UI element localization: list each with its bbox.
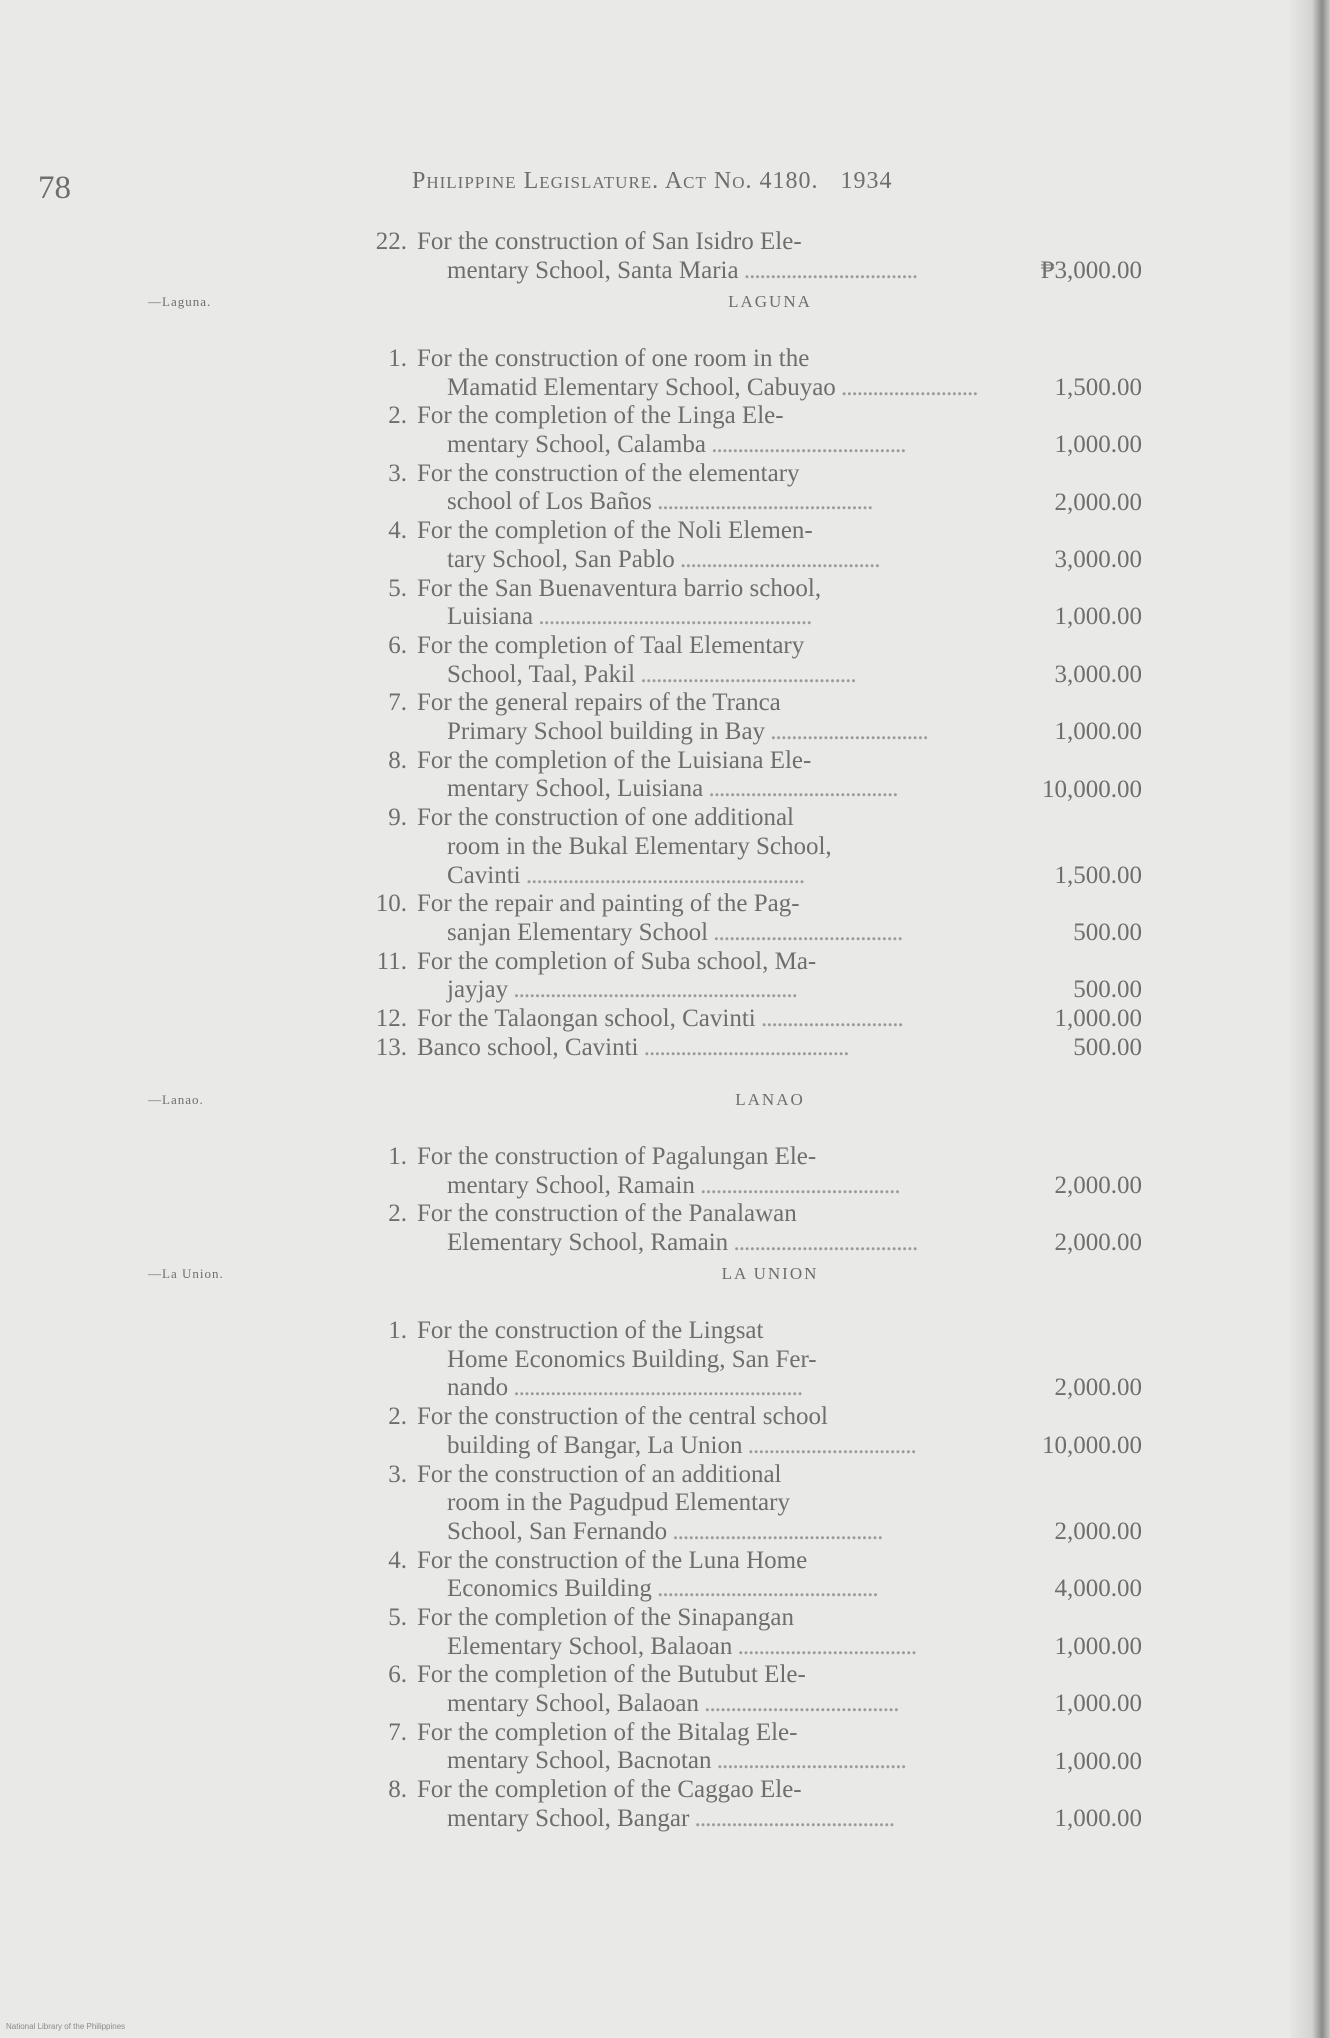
item-text-line: Luisiana .................................................... [447,603,812,631]
item-text-line: For the completion of Suba school, Ma- [417,947,817,975]
item-number: 4. [388,1546,407,1574]
item-number: 2. [388,1200,407,1228]
item-text-line: Banco school, Cavinti ....................................... [417,1033,849,1061]
item-text-line: Elementary School, Balaoan .................................. [447,1632,917,1660]
dot-leader: ................................... [728,1229,918,1257]
item-text-line: For the completion of Taal Elementary [417,632,805,659]
item-text-line: room in the Bukal Elementary School, [447,832,832,860]
item-text-line: For the construction of the central school [417,1403,828,1431]
item-text-line: For the general repairs of the Tranca [417,689,781,717]
dot-leader: ....................................... [638,1033,849,1061]
item-amount: 1,000.00 [1054,1005,1142,1033]
entry-item [355,517,955,574]
item-amount: 1,000.00 [1054,431,1142,459]
item-amount: 4,000.00 [1054,1575,1142,1603]
dot-leader: .................................... [711,1747,906,1775]
margin-note: —Lanao. [148,1092,204,1107]
item-number: 1. [388,1143,407,1170]
item-number: 5. [388,574,407,602]
item-text-line: room in the Pagudpud Elementary [447,1489,790,1517]
item-text-line: For the construction of the Panalawan [417,1200,797,1228]
item-number: 1. [388,345,407,372]
item-amount: 1,000.00 [1054,1804,1142,1832]
item-text-line: For the completion of the Caggao Ele- [417,1776,802,1804]
item-text-line: For the construction of one room in the [417,345,810,372]
entry-item [355,1317,955,1403]
dot-leader: ...................................... [694,1171,900,1199]
entry-item [355,1034,955,1063]
item-text-line: For the repair and painting of the Pag- [417,890,800,918]
entry-item [355,1776,955,1833]
item-text-line: For the completion of the Bitalag Ele- [417,1718,798,1746]
item-number: 22. [375,228,407,255]
entry-item [355,345,978,402]
item-text-line: tary School, San Pablo ...................................... [447,545,880,573]
section-heading: LANAO [735,1090,805,1109]
item-text-line: Home Economics Building, San Fer- [447,1345,817,1373]
item-text-line: School, Taal, Pakil ......................................... [447,660,856,688]
item-text-line: For the completion of the Butubut Ele- [417,1661,806,1689]
item-amount: 1,000.00 [1054,603,1142,631]
entry-item [355,1461,955,1547]
margin-note: —La Union. [148,1266,224,1281]
dot-leader: ........................................ [667,1517,883,1545]
item-amount: 1,500.00 [1054,373,1142,401]
item-text-line: Primary School building in Bay .............................. [447,718,928,746]
dot-leader: ..................................... [705,431,906,459]
item-text-line: For the construction of Pagalungan Ele- [417,1143,817,1170]
item-text-line: school of Los Baños ......................................... [447,488,873,516]
item-number: 2. [388,402,407,430]
entry-item [355,1719,955,1776]
item-text-line: For the construction of an additional [417,1460,782,1488]
item-amount: 1,000.00 [1054,1690,1142,1718]
item-text-line: Mamatid Elementary School, Cabuyao .......................... [447,373,978,401]
entry-item [355,228,955,285]
section-heading: LAGUNA [728,292,812,311]
item-number: 9. [388,804,407,832]
item-text-line: For the completion of the Luisiana Ele- [417,746,812,774]
item-number: 11. [376,947,407,975]
item-text-line: For the San Buenaventura barrio school, [417,574,822,602]
dot-leader: .................................. [732,1632,917,1660]
entry-item [355,1143,955,1200]
item-amount: 2,000.00 [1054,1374,1142,1402]
item-number: 10. [375,890,407,918]
item-text-line: For the completion of the Sinapangan [417,1604,795,1631]
footer-stamp: National Library of the Philippines [6,2022,126,2031]
item-number: 7. [388,689,407,717]
dot-leader: ....................................................... [508,1374,803,1402]
dot-leader: ...................................................... [508,976,797,1004]
item-amount: 1,000.00 [1054,1747,1142,1775]
item-text-line: Economics Building .......................................... [447,1575,878,1603]
item-number: 8. [388,746,407,774]
item-text-line: Cavinti ..................................................... [447,861,805,889]
dot-leader: ........................... [755,1005,903,1033]
entry-item [355,689,955,746]
item-number: 6. [388,1661,407,1689]
item-text-line: mentary School, Santa Maria ................................. [447,256,918,284]
item-number: 2. [388,1403,407,1431]
item-number: 5. [388,1604,407,1631]
item-number: 1. [388,1317,407,1344]
dot-leader: ................................. [738,256,918,284]
dot-leader: ................................ [742,1431,916,1459]
item-text-line: For the Talaongan school, Cavinti ........................... [417,1005,903,1033]
entry-item [355,1403,955,1460]
item-text-line: mentary School, Bangar ...................................... [447,1804,895,1832]
dot-leader: .................................... [703,775,898,803]
entry-item [355,460,955,517]
item-amount: 10,000.00 [1042,1431,1142,1459]
item-amount: 3,000.00 [1054,660,1142,688]
item-number: 8. [388,1776,407,1804]
item-text-line: For the construction of the elementary [417,459,800,487]
item-text-line: sanjan Elementary School .................................... [447,918,903,946]
item-amount: 2,000.00 [1054,488,1142,516]
item-text-line: For the construction of the Luna Home [417,1546,808,1574]
item-text-line: For the completion of the Linga Ele- [417,402,784,430]
entry-item [355,632,955,689]
item-text-line: mentary School, Luisiana .................................... [447,775,898,803]
item-amount: 2,000.00 [1054,1517,1142,1545]
running-head-title: Philippine Legislature. Act No. 4180. [412,168,819,194]
item-amount: 2,000.00 [1054,1171,1142,1199]
entry-item [355,402,955,459]
running-head [412,168,893,195]
dot-leader: .................................................... [533,603,812,631]
item-text-line: nando ....................................................... [447,1374,803,1402]
item-text-line: For the construction of one additional [417,804,795,832]
item-number: 6. [388,632,407,659]
entry-item [355,948,955,1005]
entry-item [355,575,955,632]
item-amount: 500.00 [1073,919,1142,946]
entry-item [355,747,955,804]
dot-leader: ......................................... [651,488,873,516]
item-text-line: mentary School, Balaoan ..................................... [447,1690,899,1718]
entry-item [355,804,955,890]
item-text-line: mentary School, Bacnotan .................................... [447,1747,906,1775]
dot-leader: ..................................................... [520,861,805,889]
dot-leader: .............................. [765,718,928,746]
dot-leader: .......................................... [651,1575,878,1603]
page-edge-shadow [1290,0,1330,2038]
section-heading: LA UNION [721,1264,819,1283]
entry-item [355,1661,955,1718]
item-amount: 10,000.00 [1042,775,1142,803]
item-amount: 1,000.00 [1054,1632,1142,1660]
entry-item [355,1200,955,1257]
dot-leader: ...................................... [674,545,880,573]
dot-leader: ......................................... [635,660,856,688]
item-text-line: School, San Fernando ........................................ [447,1517,883,1545]
margin-note: —Laguna. [148,294,212,309]
item-text-line: building of Bangar, La Union ................................ [447,1431,916,1459]
entry-item [355,1604,955,1661]
item-amount: 1,500.00 [1054,861,1142,889]
item-number: 12. [375,1005,407,1033]
item-amount: 500.00 [1073,1033,1142,1061]
item-number: 3. [388,459,407,487]
item-text-line: For the construction of the Lingsat [417,1317,764,1344]
item-amount: 1,000.00 [1054,718,1142,746]
item-amount: 2,000.00 [1054,1229,1142,1257]
dot-leader: .......................... [835,373,978,401]
item-number: 7. [388,1718,407,1746]
item-text-line: mentary School, Ramain ...................................... [447,1171,900,1199]
item-number: 4. [388,517,407,545]
item-number: 13. [375,1033,407,1061]
item-amount: 500.00 [1073,976,1142,1004]
entry-item [355,890,955,947]
item-text-line: mentary School, Calamba ..................................... [447,431,906,459]
dot-leader: ...................................... [689,1804,895,1832]
page-number: 78 [38,170,71,206]
dot-leader: ..................................... [699,1690,899,1718]
item-number: 3. [388,1460,407,1488]
running-head-year: 1934 [840,168,893,194]
item-text-line: For the construction of San Isidro Ele- [417,228,802,255]
item-text-line: jayjay ...................................................... [447,976,797,1004]
item-amount: 3,000.00 [1054,545,1142,573]
item-text-line: For the completion of the Noli Elemen- [417,517,813,545]
entry-item [355,1547,955,1604]
entry-item [355,1005,955,1034]
item-amount: ₱3,000.00 [1040,256,1142,284]
item-text-line: Elementary School, Ramain ................................... [447,1229,918,1257]
dot-leader: .................................... [708,918,903,946]
